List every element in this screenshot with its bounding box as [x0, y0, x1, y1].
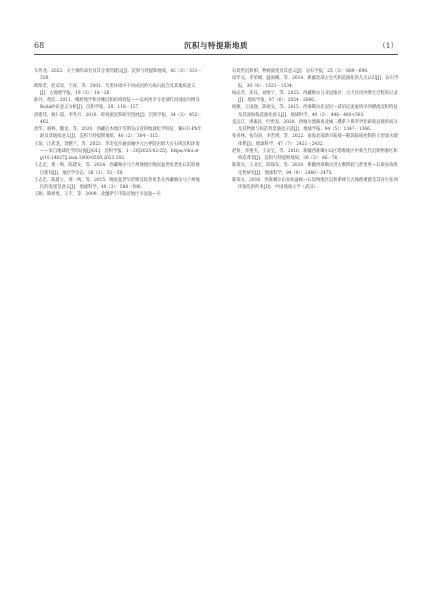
- reference-entry: 唐建伟，杨仁超，李冬月．2016．碎屑流沉积研究进展[J]．沉积学报，34（3）：452－462．: [34, 112, 202, 125]
- issue-number: （1）: [378, 41, 398, 50]
- reference-entry: 石炭世沉积相、物源演变及其意义[J]．岩石学报，25（3）：689－698．: [232, 69, 372, 74]
- reference-entry: 欧阳若，赵双双，于涛，等．2001．鸟类环境中不同成因的大砾石混合及其地质意义[J]．古地理学报，19（2）：18－26．: [34, 83, 196, 96]
- reference-entry: 陈瑞文，王北宏，陈瑞东，等．2020．新疆西准噶尔洪古勒楞奴与萨里果—石梁泉角组定性研究[J]．地球科学，94（9）：2460－2475．: [232, 163, 398, 176]
- reference-entry: 陈瑞文．2016．西准噶尔山谷泥盆统—石炭统地区沉积系统与古地理重建及其对古亚洲洋演化的约束[D]．中国地质大学（武汉）．: [232, 177, 398, 190]
- page-number: 68: [34, 41, 45, 50]
- reference-entry: 车传龙．2022．关于相的命名及其分类的建议[J]．沉积与特提斯地质，42（3）：331－339．: [34, 69, 202, 82]
- reference-entry: 杨品芳，朱钰，刘维宁，等．2023．西藏喀尔马北冠地区：古大洋洋冲增生过程的记录[J]．地质学报，97（6）：2054－2066．: [232, 90, 398, 103]
- journal-title: 沉积与特提斯地质: [184, 41, 248, 50]
- running-header: [34, 39, 398, 52]
- reference-entry: 王顺，熊禄勇，王宇，等．2009．北疆伊宁市临近地区早泥盆—早: [34, 192, 161, 198]
- reference-entry: 王志宏，龚一鸣，陈建文，等．2014．西藏喀尔马兰州地地区晚泥盆世鱼类化石沉积地层新知[J]．地层学杂志，38（1）：51－59．: [34, 163, 200, 176]
- reference-entry: 杨雅，王国强，陈瑞文，等．2015．西准噶尔北冠尼—武谊尼泥盆统早的横流沉积特征及其深海构造演化意义[J]．地球科学，40（3）：448－460+503．: [232, 105, 398, 118]
- reference-entry: 徐华文，李荣阔，温海娜，等．2014．新疆北部古生代构造演化的几点认识[J]．岩石学报，30（6）：1521－1534．: [232, 76, 399, 89]
- references-right-column: [232, 68, 400, 191]
- references-left-column: [34, 68, 202, 199]
- reference-entry: 袁远江，周素民，叶贵发．2020．西喀尔塞路再北缘二叠系下侏罗世伏研新岩墙形成分及其物源与构造背景演化示意[J]．地球学报，94（5）：1347－1366．: [232, 119, 398, 132]
- reference-entry: 王琼，江武龙，余鹏兰，等．2023．华北克拉通南缘中元古界陡岩群大古石组沉积环境——来自地球化学的证据[J/OL]．沉积学报：1－20[2025-02-25]．https://doi.org/10.14027/j.issn.1000-0550.2023.102．: [34, 141, 200, 161]
- reference-entry: 耿丹，黄洁．2011．峨眉地学和沙滩沉积结构特征——以鸡西平寺北部红河剖面为例及Roda砂岩意义分析[J]．沉积学报，28：118－127．: [34, 98, 200, 111]
- header-rule: [34, 54, 398, 55]
- reference-entry: 唐华，胡林，魏龙，等．2020．西藏尼木地区雪斯头山冒的地球化学特征：输石U-Pb年龄及其地质意义[J]．沉积与特提斯地质，40（2）：304－315．: [34, 127, 202, 140]
- reference-entry: 赵恒，李艳杰，王安宝，等．2016．新疆西准噶尔山区塔堆地区中新生代沉积物源区和构造背景[J]．沉积与特提斯地质，36（3）：66－76．: [232, 148, 398, 161]
- reference-entry: 王志宏，陈建立，龚一鸣，等．2015．晚泥盆世早形期及软骨鱼类在西藏喀尔马兰州地区的发现及意义[J]．地球科学，40（3）：588－596．: [34, 177, 200, 190]
- reference-entry: 张青林，张向涛，李若博，等．2022．南海北部新早陆坡—断裂陆坡控制的大型深水储体系[J]．地球科学，47（7）：2421－2432．: [232, 134, 398, 147]
